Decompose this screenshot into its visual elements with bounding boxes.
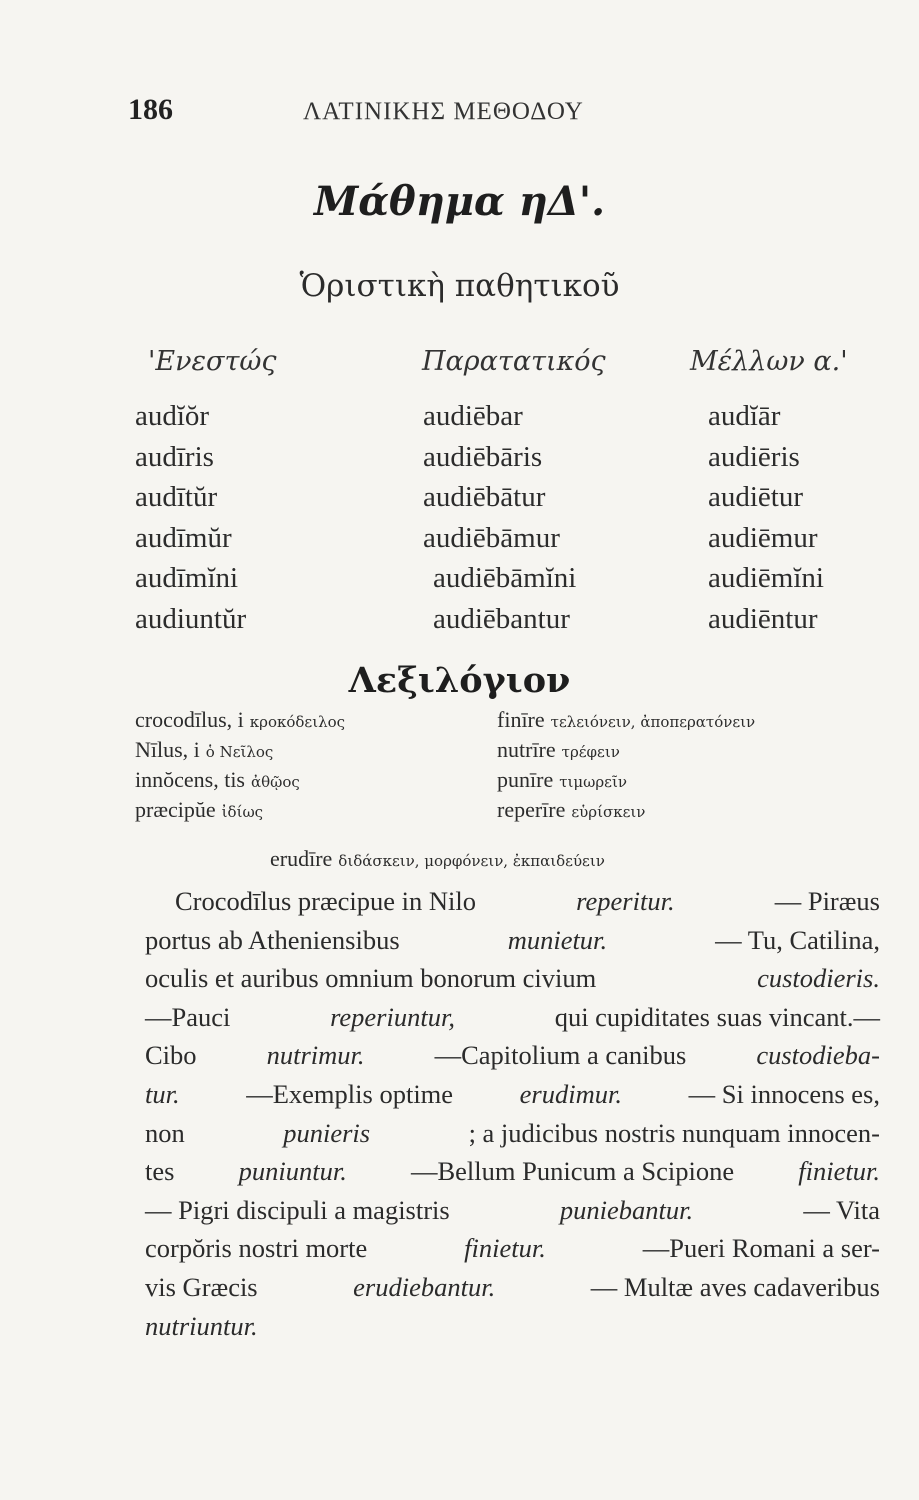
passage-verb-italic: reperitur. (576, 886, 675, 916)
passage-verb-italic: punieris (283, 1117, 371, 1148)
passage-verb-italic: erudimur. (519, 1078, 622, 1109)
greek-gloss: διδάσκειν, μορφόνειν, ἐκπαιδεύειν (338, 852, 605, 870)
passage-text: qui cupiditates suas vincant.— (554, 1001, 880, 1032)
verb-form: audiēbar (423, 400, 523, 432)
passage-verb-italic: munietur. (507, 924, 608, 955)
vocabulary-entry-last (270, 846, 605, 872)
passage-line (145, 1114, 880, 1153)
lesson-title: Μάθημα ηΔ'. (313, 178, 606, 225)
passage-text: — Pigri discipuli a magistris (145, 1194, 450, 1225)
passage-verb-italic: puniebantur. (559, 1194, 694, 1225)
passage-text: —Bellum Punicum a Scipione (410, 1156, 735, 1187)
running-title: ΛΑΤΙΝΙΚΗΣ ΜΕΘΟΔΟΥ (303, 98, 584, 125)
latin-word: Nīlus, i (135, 737, 200, 762)
passage-text: —Pauci (145, 1001, 231, 1032)
verb-form: audiēbāmur (423, 521, 560, 554)
vocabulary-entry (135, 736, 345, 766)
latin-word: finīre (497, 707, 545, 732)
passage-text: Cibo (145, 1040, 197, 1071)
column-heading-imperfect: Παρατατικός (422, 346, 606, 377)
passage-text: corpŏris nostri morte (145, 1233, 368, 1264)
verb-form: audiēris (708, 440, 800, 473)
passage-verb-italic: tur. (145, 1078, 180, 1109)
verb-form: audĭār (708, 400, 781, 432)
passage-text: oculis et auribus omnium bonorum civium (145, 963, 597, 994)
passage-verb-italic: erudiebantur. (353, 1271, 496, 1302)
greek-gloss: κροκόδειλος (249, 713, 346, 731)
greek-gloss: τιμωρεῖν (559, 773, 627, 791)
vocabulary-title: Λεξιλόγιον (348, 660, 571, 701)
column-heading-future: Μέλλων α.' (690, 346, 848, 377)
passage-line (145, 1229, 880, 1268)
passage-text: ; a judicibus nostris nunquam innocen- (468, 1117, 880, 1148)
verb-form: audiēntur (708, 602, 818, 635)
latin-word: nutrīre (497, 737, 556, 762)
conjugation-column-future (708, 396, 824, 639)
verb-form: audiēbāris (423, 440, 543, 473)
lesson-subtitle: Ὁριστικὴ παθητικοῦ (299, 268, 620, 304)
passage-line (145, 959, 880, 998)
greek-gloss: τρέφειν (561, 743, 620, 761)
passage-verb-italic: custodieris. (757, 963, 880, 994)
passage-line (145, 1075, 880, 1114)
passage-verb-italic: nutrimur. (266, 1040, 365, 1071)
verb-form: audiēbāmĭni (433, 562, 577, 594)
vocabulary-left-column (135, 706, 345, 826)
vocabulary-entry (497, 736, 755, 766)
verb-form: audītŭr (135, 481, 218, 513)
latin-word: reperīre (497, 797, 566, 822)
passage-verb-italic: reperiuntur, (330, 1001, 455, 1032)
latin-word: crocodīlus, i (135, 707, 244, 732)
passage-verb-italic: finietur. (798, 1156, 880, 1187)
passage-verb-italic: custodieba- (756, 1040, 880, 1071)
verb-form: audiuntŭr (135, 602, 247, 635)
vocabulary-entry (497, 706, 755, 736)
passage-text: — Piræus (774, 886, 880, 916)
vocabulary-entry (497, 796, 755, 826)
running-head (128, 93, 788, 127)
verb-form: audiētur (708, 481, 804, 513)
vocabulary-entry (135, 766, 345, 796)
passage-text: vis Græcis (145, 1271, 258, 1302)
greek-gloss: ἀθῷος (251, 773, 300, 791)
passage-line (145, 921, 880, 960)
page-number: 186 (128, 93, 173, 126)
vocabulary-entry (497, 766, 755, 796)
latin-word: innŏcens, tis (135, 767, 245, 792)
passage-line (145, 998, 880, 1037)
verb-form: audiēbātur (423, 481, 546, 513)
verb-form: audiēbantur (433, 602, 570, 635)
latin-word: punīre (497, 767, 554, 792)
passage-verb-italic: nutriuntur. (145, 1310, 258, 1341)
verb-form: audīris (135, 440, 214, 473)
passage-line (145, 882, 880, 921)
latin-word: erudīre (270, 846, 333, 871)
passage-text: —Capitolium a canibus (434, 1040, 687, 1071)
conjugation-column-imperfect (423, 396, 576, 639)
passage-text: —Pueri Romani a ser- (642, 1233, 880, 1264)
vocabulary-entry (135, 796, 345, 826)
passage-text: —Exemplis optime (246, 1078, 454, 1109)
verb-form: audīmŭr (135, 521, 232, 554)
passage-line (145, 1036, 880, 1075)
passage-verb-italic: finietur. (464, 1233, 546, 1264)
passage-text: Crocodīlus præcipue in Nilo (175, 886, 477, 916)
verb-form: audiēmur (708, 521, 818, 554)
passage-text: portus ab Atheniensibus (145, 924, 400, 955)
verb-form: audiēmĭni (708, 562, 824, 594)
passage-line (145, 1307, 880, 1346)
conjugation-column-present (135, 396, 246, 639)
greek-gloss: ὁ Νεῖλος (205, 743, 274, 761)
greek-gloss: εὑρίσκειν (571, 803, 646, 821)
passage-text: non (145, 1117, 185, 1148)
verb-form: audīmĭni (135, 562, 239, 594)
passage-text: tes (145, 1156, 175, 1187)
latin-word: præcipŭe (135, 797, 216, 822)
passage-verb-italic: puniuntur. (238, 1156, 347, 1187)
greek-gloss: τελειόνειν, ἀποπερατόνειν (550, 713, 756, 731)
passage-line (145, 1268, 880, 1307)
passage-line (145, 1191, 880, 1230)
passage-text: — Multæ aves cadaveribus (590, 1271, 880, 1302)
vocabulary-right-column (497, 706, 755, 826)
exercise-passage (145, 882, 880, 1345)
passage-text: — Si innocens es, (688, 1078, 880, 1109)
passage-line (145, 1152, 880, 1191)
verb-form: audĭŏr (135, 400, 210, 432)
passage-text: — Tu, Catilina, (715, 924, 880, 955)
vocabulary-entry (135, 706, 345, 736)
greek-gloss: ἰδίως (221, 803, 264, 821)
passage-text: — Vita (803, 1194, 880, 1225)
column-heading-present: 'Ενεστώς (148, 346, 277, 377)
